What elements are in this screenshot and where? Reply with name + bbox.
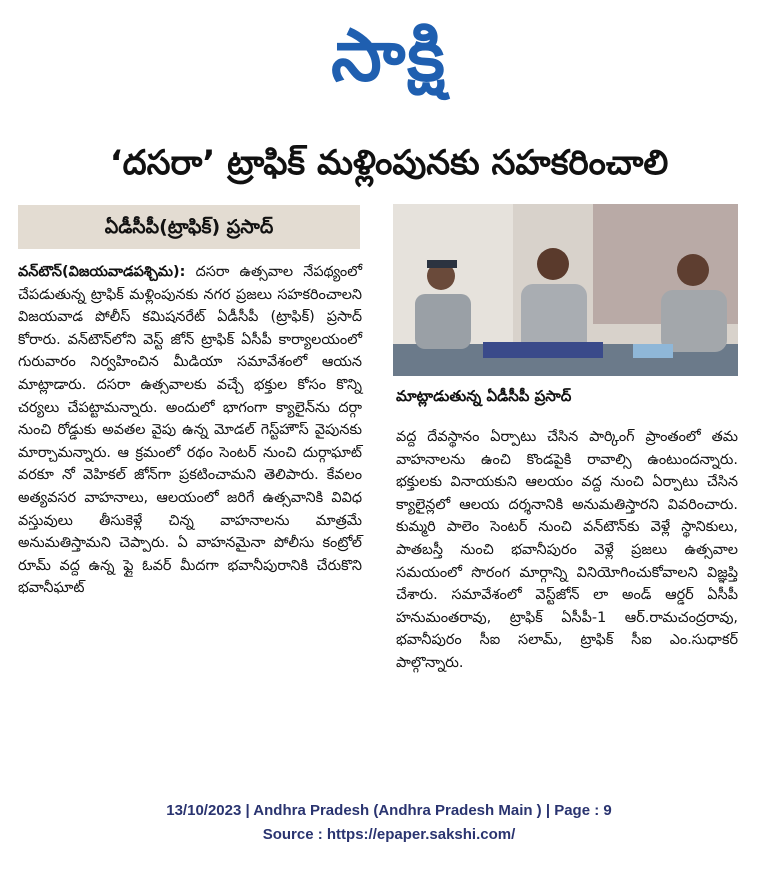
article-column-right [396,426,738,675]
footer-source-link[interactable]: Source : https://epaper.sakshi.com/ [262,826,516,843]
article-column-left [18,261,362,600]
photo-illustration [393,204,738,376]
photo-caption: మాట్లాడుతున్న ఏడీసీపీ ప్రసాద్ [396,387,572,405]
article-subhead: ఏడీసీపీ(ట్రాఫిక్) ప్రసాద్ [18,205,360,249]
footer-edition-info: 13/10/2023 | Andhra Pradesh (Andhra Pradesh Main ) | Page : 9 [166,802,612,819]
article-body-right: వద్ద దేవస్థానం ఏర్పాటు చేసిన పార్కింగ్ ప్రాంతంలో తమ వాహనాలను ఉంచి కొండపైకి రావాల్సి ఉంటుందన్నారు. భక్తులకు వినాయకుని ఆలయం వద్ద నుంచి ఏర్పాటు చేసిన క్యాలైన్లలో ఆలయ దర్శనానికి అనుమతిస్తారని వివరించారు. కుమ్మరి పాలెం సెంటర్ నుంచి వన్‌టౌన్‌కు వెళ్లే స్థానికులు, పాతబస్తీ నుంచి భవానీపురం వెళ్లే ప్రజలు ఉత్సవాల సమయంలో సొరంగ మార్గాన్ని వినియోగించుకోవాలని విజ్ఞప్తి చేశారు. సమావేశంలో వెస్ట్‌జోన్ లా అండ్ ఆర్డర్ ఏసీపీ హనుమంతరావు, ట్రాఫిక్ ఏసీపీ-1 ఆర్.రామచంద్రరావు, భవానీపురం సీఐ సలామ్, ట్రాఫిక్ సీఐ ఎం.సుధాకర్ పాల్గొన్నారు. [396,429,738,671]
article-headline: ‘దసరా’ ట్రాఫిక్ మళ్లింపునకు సహకరించాలి [109,143,669,183]
press-meet-photo [393,204,738,376]
logo-text: సాక్షి [331,13,447,97]
article-dateline: వన్‌టౌన్(విజయవాడపశ్చిమ): [18,264,186,280]
newspaper-logo [0,10,778,100]
article-body-left: దసరా ఉత్సవాల నేపథ్యంలో చేపడుతున్న ట్రాఫిక్ మళ్లింపునకు నగర ప్రజలు సహకరించాలని విజయవాడ పోలీస్ కమిషనరేట్ ఏడీసీపీ (ట్రాఫిక్) ప్రసాద్ కోరారు. వన్‌టౌన్‌లోని వెస్ట్ జోన్ ట్రాఫిక్ ఏసీపీ కార్యాలయంలో గురువారం నిర్వహించిన మీడియా సమావేశంలో ఆయన మాట్లాడారు. దసరా ఉత్సవాలకు వచ్చే భక్తుల కోసం కొన్ని చర్యలు చేపట్టామన్నారు. అందులో భాగంగా క్యాలైన్‌ను దర్గా నుంచి రోడ్డుకు అవతల వైపు ఉన్న మోడల్ గెస్ట్‌హౌస్ వైపునకు మార్చామన్నారు. ఆ క్రమంలో రథం సెంటర్ నుంచి దుర్గాఘాట్ వరకూ నో వెహికల్ జోన్‌గా ప్రకటించామని తెలిపారు. కేవలం అత్యవసర వాహనాలు, ఆలయంలో జరిగే ఉత్సవానికి వివిధ వస్తువులు తీసుకెళ్లే చిన్న వాహనాలను మాత్రమే అనుమతిస్తామని చెప్పారు. ఏ వాహనమైనా పోలీసు కంట్రోల్ రూమ్ వద్ద ఉన్న ఫ్లై ఓవర్ మీదగా భవానీపురానికి చేరుకొని భవానీఘాట్ [18,264,362,597]
